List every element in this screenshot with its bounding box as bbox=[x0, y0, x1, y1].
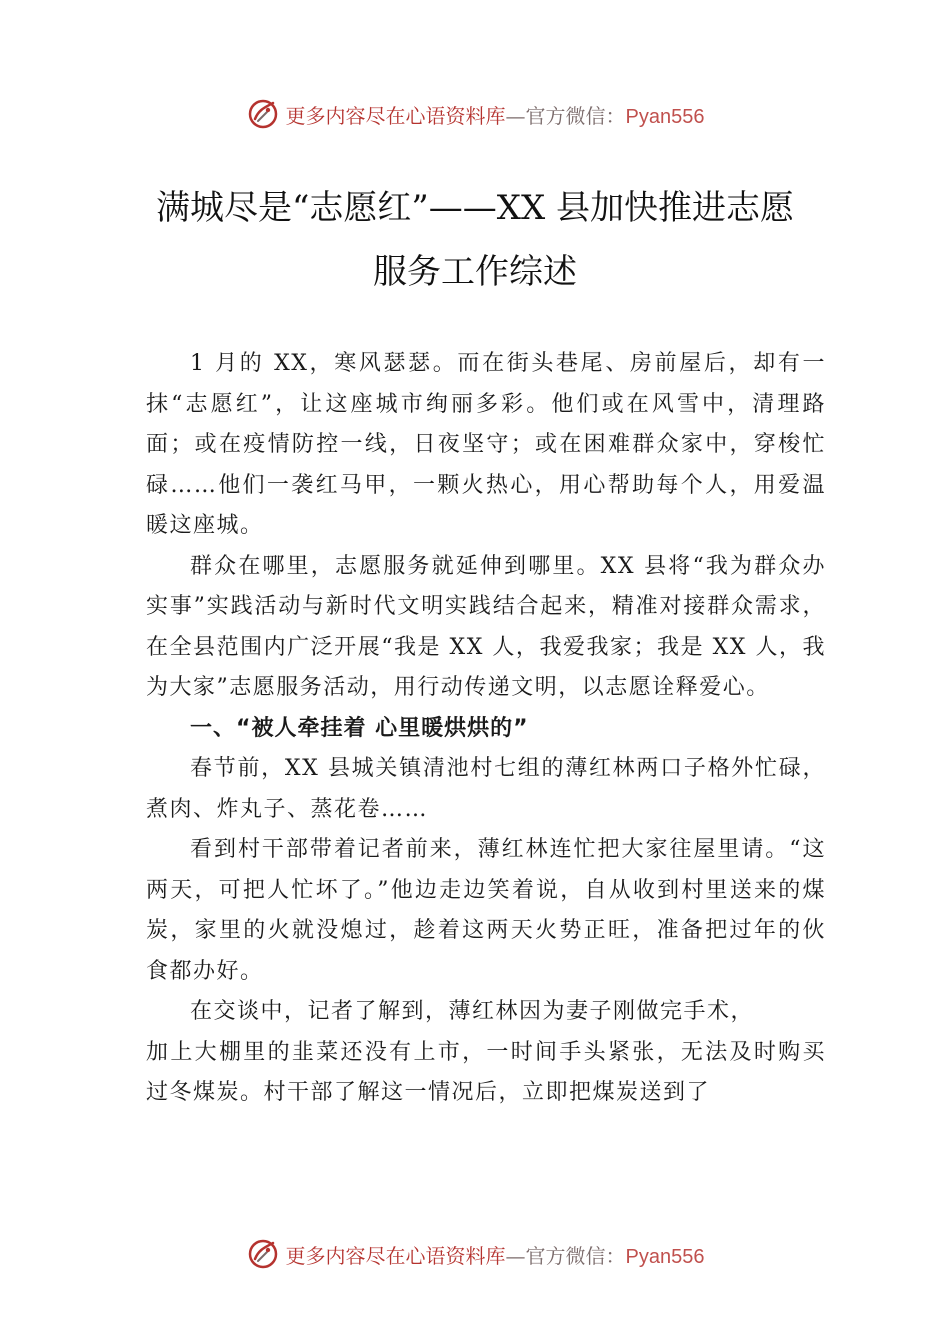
paragraph: 1 月的 XX，寒风瑟瑟。而在街头巷尾、房前屋后，却有一抹“志愿红”，让这座城市绚丽多彩。他们或在风雪中，清理路面；或在疫情防控一线，日夜坚守；或在困难群众家中，穿梭忙碌……他们一袭红马甲，一颗火热心，用心帮助每个人，用爱温暖这座城。 bbox=[146, 351, 826, 538]
footer-banner bbox=[0, 1234, 950, 1274]
paragraph: 看到村干部带着记者前来，薄红林连忙把大家往屋里请。“这两天，可把人忙坏了。”他边走边笑着说，自从收到村里送来的煤炭，家里的火就没熄过，趁着这两天火势正旺，准备把过年的伙食都办好。 bbox=[146, 837, 826, 984]
banner-wechat-label: 官方微信： bbox=[525, 103, 626, 128]
paragraph: 在交谈中，记者了解到，薄红林因为妻子刚做完手术， bbox=[190, 999, 755, 1024]
paragraph: 加上大棚里的韭菜还没有上市，一时间手头紧张，无法及时购买过冬煤炭。村干部了解这一情况后，立即把煤炭送到了 bbox=[146, 1039, 826, 1105]
document-title: 满城尽是“志愿红”——XX 县加快推进志愿服务工作综述 bbox=[156, 188, 794, 292]
paragraph: 群众在哪里，志愿服务就延伸到哪里。XX 县将“我为群众办实事”实践活动与新时代文明实践结合起来，精准对接群众需求，在全县范围内广泛开展“我是 XX 人，我爱我家；我是 XX 人，我为大家”志愿服务活动，用行动传递文明，以志愿诠释爱心。 bbox=[146, 553, 826, 700]
banner-text bbox=[286, 1240, 705, 1269]
banner-separator: — bbox=[505, 1243, 526, 1268]
banner-wechat-label: 官方微信： bbox=[525, 1243, 626, 1268]
banner-text bbox=[286, 100, 705, 129]
banner-slogan: 更多内容尽在心语资料库 bbox=[285, 1243, 506, 1268]
logo-icon bbox=[246, 97, 280, 131]
document-body bbox=[146, 344, 826, 1114]
banner-slogan: 更多内容尽在心语资料库 bbox=[285, 103, 506, 128]
banner-wechat-id: Pyan556 bbox=[625, 105, 705, 128]
section-heading: 一、“被人牵挂着 心里暖烘烘的” bbox=[190, 715, 529, 741]
header-banner bbox=[0, 94, 950, 134]
banner-separator: — bbox=[505, 103, 526, 128]
logo-icon bbox=[246, 1237, 280, 1271]
banner-wechat-id: Pyan556 bbox=[625, 1245, 705, 1268]
paragraph: 春节前，XX 县城关镇清池村七组的薄红林两口子格外忙碌，煮肉、炸丸子、蒸花卷…… bbox=[146, 756, 826, 822]
